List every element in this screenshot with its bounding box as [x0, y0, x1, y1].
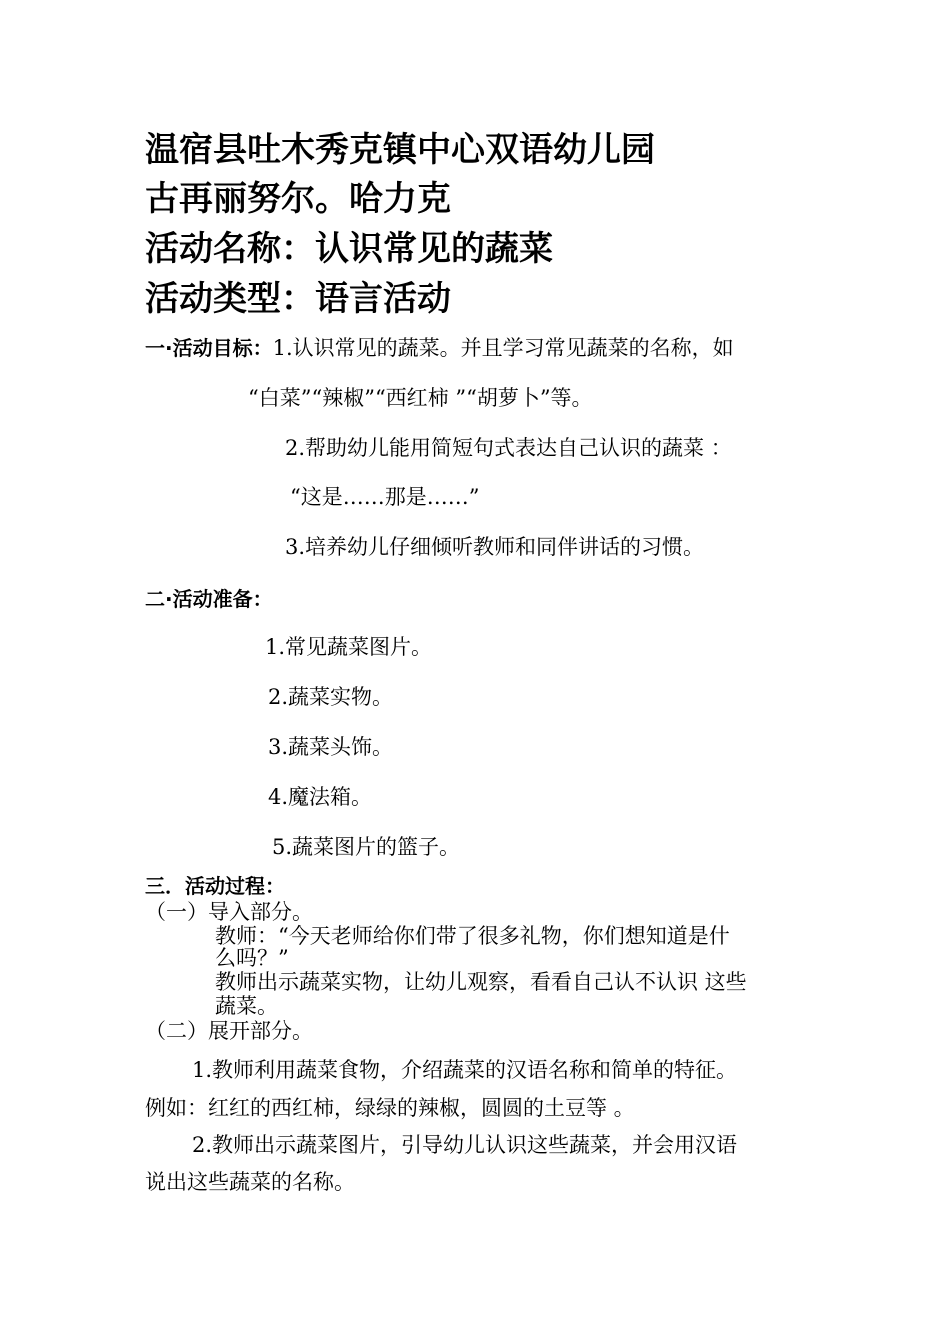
goal-1-line-1: 1.认识常见的蔬菜。并且学习常见蔬菜的名称，如 — [272, 336, 734, 360]
process-part-2: （二）展开部分。 — [145, 1019, 313, 1043]
step-1-line-1: 1.教师利用蔬菜食物，介绍蔬菜的汉语名称和简单的特征。 — [192, 1058, 738, 1082]
goals-row-1 — [145, 338, 734, 359]
step-2-line-2: 说出这些蔬菜的名称。 — [145, 1170, 355, 1194]
activity-type: 活动类型：语言活动 — [145, 279, 451, 319]
goals-label: 一·活动目标： — [145, 336, 273, 360]
school-name: 温宿县吐木秀克镇中心双语幼儿园 — [145, 130, 655, 170]
goal-3: 3.培养幼儿仔细倾听教师和同伴讲话的习惯。 — [285, 535, 705, 559]
step-2-line-1: 2.教师出示蔬菜图片，引导幼儿认识这些蔬菜，并会用汉语 — [192, 1133, 738, 1157]
process-part-1: （一）导入部分。 — [145, 900, 313, 924]
teacher-show-line-1: 教师出示蔬菜实物，让幼儿观察，看看自己认不认识 这些 — [215, 970, 747, 994]
teacher-speech-line-2: 么吗？” — [215, 946, 289, 970]
preparation-item: 3.蔬菜头饰。 — [268, 735, 394, 759]
teacher-speech-line-1: 教师：“今天老师给你们带了很多礼物，你们想知道是什 — [215, 924, 730, 948]
goal-2-line-2: “这是……那是……” — [290, 485, 480, 509]
preparation-item: 2.蔬菜实物。 — [268, 685, 394, 709]
preparation-item: 1.常见蔬菜图片。 — [265, 635, 433, 659]
goal-2-line-1: 2.帮助幼儿能用简短句式表达自己认识的蔬菜 ： — [285, 436, 732, 460]
preparation-item: 5.蔬菜图片的篮子。 — [272, 835, 461, 859]
teacher-name: 古再丽努尔。哈力克 — [145, 179, 451, 219]
teacher-show-line-2: 蔬菜。 — [215, 994, 278, 1018]
activity-name: 活动名称：认识常见的蔬菜 — [145, 229, 553, 269]
preparation-item: 4.魔法箱。 — [268, 785, 373, 809]
step-1-line-2: 例如：红红的西红柿，绿绿的辣椒，圆圆的土豆等 。 — [145, 1096, 635, 1120]
process-label: 三．活动过程： — [145, 874, 285, 898]
goal-1-line-2: “白菜”“辣椒”“西红柿 ”“胡萝卜”等。 — [248, 386, 593, 410]
preparation-label: 二·活动准备： — [145, 587, 273, 611]
